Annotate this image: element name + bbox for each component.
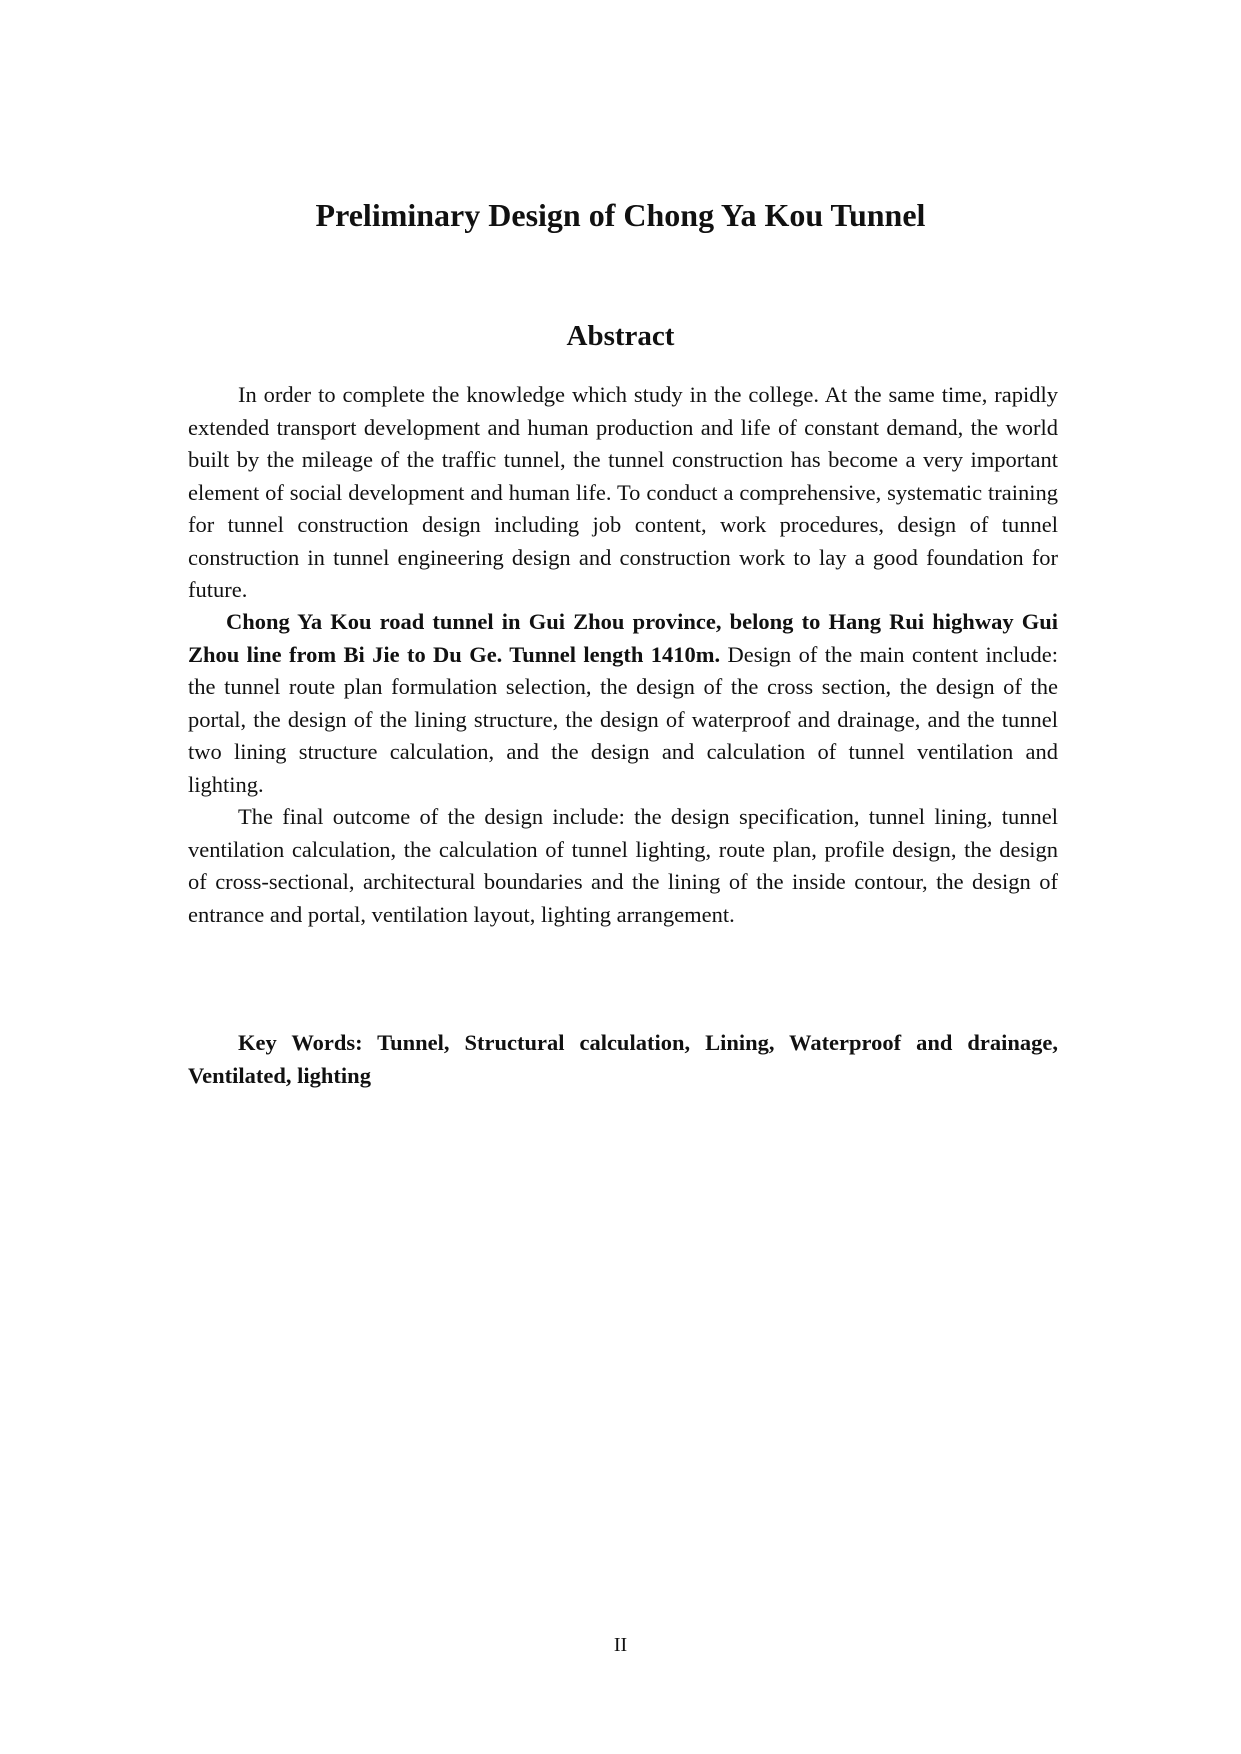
page-number: II <box>613 1634 628 1656</box>
document-title: Preliminary Design of Chong Ya Kou Tunnel <box>315 197 926 233</box>
project-summary-bold: Chong Ya Kou road tunnel in Gui Zhou province, belong to Hang Rui highway Gui Zhou line from Bi Jie to Du Ge. Tunnel length 1410m. <box>188 609 1058 667</box>
key-words: Key Words: Tunnel, Structural calculation, Lining, Waterproof and drainage, Ventilated, lighting <box>188 1030 1058 1088</box>
abstract-paragraph-1: In order to complete the knowledge which study in the college. At the same time, rapidly extended transport development and human production and life of constant demand, the world built by the mileage of the traffic tunnel, the tunnel construction has become a very important element of social development and human life. To conduct a comprehensive, systematic training for tunnel construction design including job content, work procedures, design of tunnel construction in tunnel engineering design and construction work to lay a good foundation for future. <box>188 382 1058 602</box>
design-content-text: Design of the main content include: the tunnel route plan formulation selection, the design of the cross section, the design of the portal, the design of the lining structure, the design of waterproof and drainage, and the tunnel two lining structure calculation, and the design and calculation of tunnel ventilation and lighting. <box>188 641 1058 797</box>
abstract-paragraph-3: The final outcome of the design include: the design specification, tunnel lining, tunnel ventilation calculation, the calculation of tunnel lighting, route plan, profile design, the design of cross-sectional, architectural boundaries and the lining of the inside contour, the design of entrance and portal, ventilation layout, lighting arrangement. <box>188 804 1058 927</box>
abstract-heading: Abstract <box>566 320 675 352</box>
abstract-paragraph-2 <box>188 606 1058 801</box>
